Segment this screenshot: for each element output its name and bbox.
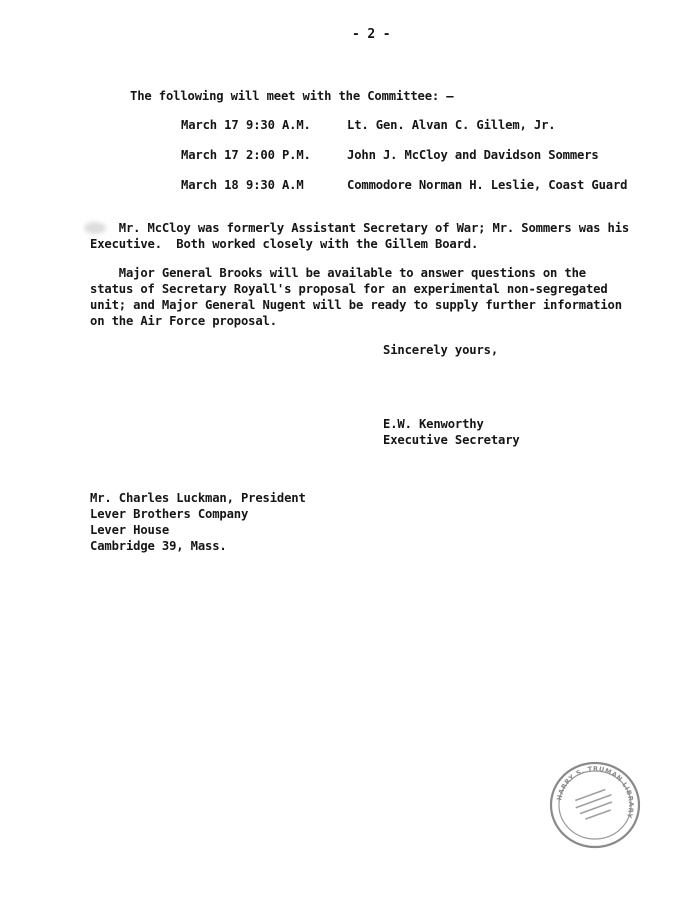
meeting-attendee: John J. McCloy and Davidson Sommers [347,148,599,162]
meeting-time: 9:30 A.M. [246,118,311,132]
stamp-text: HARRY S. TRUMAN LIBRARY [555,764,636,820]
address-line: Lever Brothers Company [90,507,249,521]
page-number: - 2 - [352,27,391,42]
meeting-date: March 17 [181,148,239,162]
paragraph-line: unit; and Major General Nugent will be ready to supply further information [90,298,622,312]
closing: Sincerely yours, [383,343,498,357]
archive-stamp [548,760,642,850]
meeting-attendee: Commodore Norman H. Leslie, Coast Guard [347,178,628,192]
address-line: Lever House [90,523,170,537]
intro-line: The following will meet with the Committee: — [130,89,454,103]
paragraph-line: status of Secretary Royall's proposal for an experimental non-segregated [90,282,608,296]
paragraph-line: Executive. Both worked closely with the Gillem Board. [90,237,479,251]
meeting-date: March 17 [181,118,239,132]
signer-title: Executive Secretary [383,433,520,447]
signer-name: E.W. Kenworthy [383,417,484,431]
meeting-time: 2:00 P.M. [246,148,311,162]
address-line: Mr. Charles Luckman, President [90,491,306,505]
meeting-date: March 18 [181,178,239,192]
meeting-time: 9:30 A.M [246,178,304,192]
paragraph-line: Major General Brooks will be available to answer questions on the [90,266,586,280]
paragraph-line: Mr. McCloy was formerly Assistant Secretary of War; Mr. Sommers was his [90,221,630,235]
meeting-attendee: Lt. Gen. Alvan C. Gillem, Jr. [347,118,556,132]
address-line: Cambridge 39, Mass. [90,539,227,553]
paragraph-line: on the Air Force proposal. [90,314,277,328]
